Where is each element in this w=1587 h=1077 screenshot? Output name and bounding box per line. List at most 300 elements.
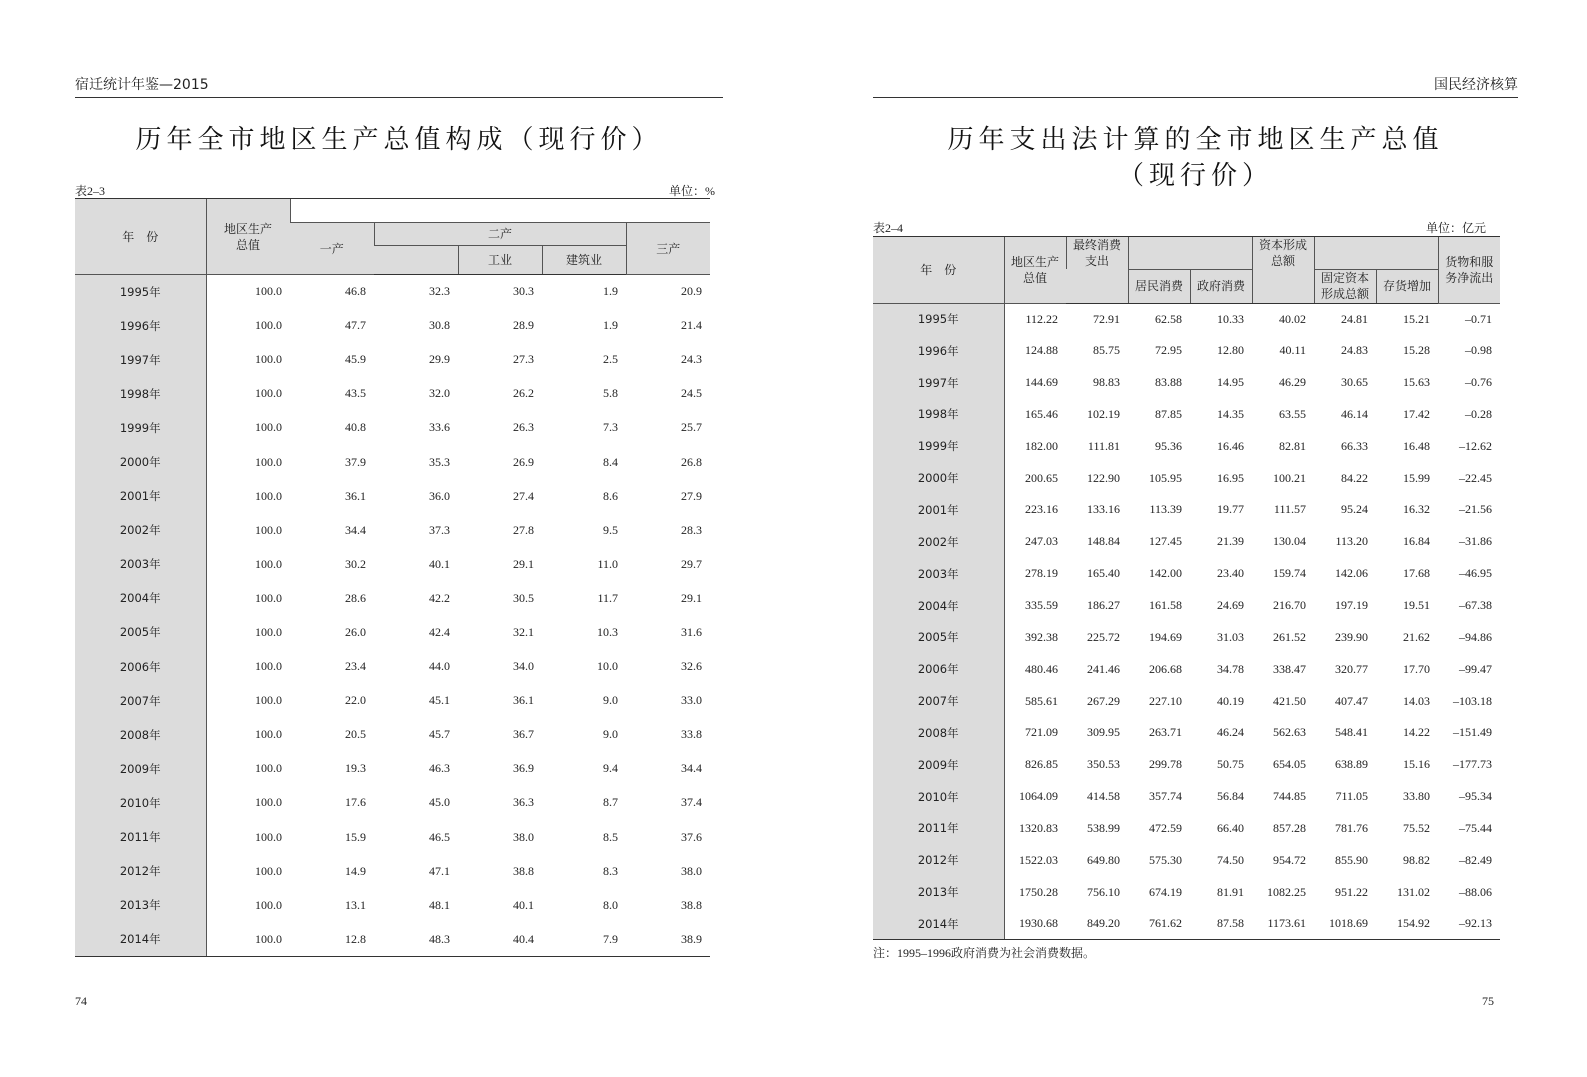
table-row [75,752,710,786]
value-cell: 2.5 [603,352,618,367]
value-cell: 17.68 [1403,566,1430,581]
table-row [75,786,710,820]
value-cell: 575.30 [1149,852,1182,867]
value-cell: 350.53 [1087,757,1120,772]
yearbook-title: 宿迁统计年鉴—2015 [75,77,209,93]
value-cell: 32.0 [429,386,450,401]
table-row [75,411,710,445]
value-cell: 100.0 [255,488,282,503]
year-cell: 2010年 [75,786,206,820]
value-cell: 42.4 [429,624,450,639]
year-cell: 1997年 [75,343,206,377]
col-header-household: 居民消费 [1128,269,1190,303]
value-cell: 95.36 [1155,438,1182,453]
running-header [75,73,723,98]
value-cell: 11.7 [597,590,618,605]
year-cell: 2004年 [873,590,1004,622]
value-cell: 40.02 [1279,311,1306,326]
table-row [873,621,1500,653]
value-cell: 335.59 [1025,598,1058,613]
value-cell: 320.77 [1335,661,1368,676]
value-cell: 40.8 [345,420,366,435]
value-cell: 32.6 [681,659,703,674]
year-cell: 2011年 [873,813,1004,845]
value-cell: 48.1 [429,897,450,912]
year-cell: 2010年 [873,781,1004,813]
value-cell: 721.09 [1025,725,1058,740]
value-cell: 40.4 [458,922,542,956]
value-cell: 100.0 [255,386,282,401]
value-cell: 46.29 [1279,375,1306,390]
value-cell: 857.28 [1273,820,1306,835]
value-cell: 82.81 [1279,438,1306,453]
col-header-capital-formation-total [1252,269,1314,303]
value-cell: 36.9 [513,761,534,776]
table-row [873,590,1500,622]
value-cell: 36.0 [429,488,450,503]
value-cell: 33.80 [1403,789,1430,804]
value-cell: –82.49 [1459,852,1492,867]
table-row [75,581,710,615]
value-cell: 40.1 [429,556,450,571]
value-cell: –31.86 [1459,534,1492,549]
value-cell: 100.0 [255,284,282,299]
value-cell: 34.4 [345,522,366,537]
value-cell: 20.5 [345,727,366,742]
value-cell: 31.03 [1217,629,1244,644]
value-cell: 261.52 [1273,629,1306,644]
table-row [873,399,1500,431]
year-cell: 2013年 [75,888,206,922]
value-cell: 24.81 [1341,311,1368,326]
value-cell: 1320.83 [1019,820,1058,835]
year-cell: 2009年 [873,749,1004,781]
value-cell: 241.46 [1087,661,1120,676]
year-cell: 2003年 [873,558,1004,590]
value-cell: 32.3 [429,284,450,299]
value-cell: 38.9 [626,922,710,956]
value-cell: –0.28 [1465,406,1492,421]
value-cell: 849.20 [1066,908,1128,940]
year-cell: 2012年 [75,854,206,888]
page-title-line1: 历年支出法计算的全市地区生产总值 [947,125,1444,155]
table-row [873,717,1500,749]
table-row [873,558,1500,590]
value-cell: 309.95 [1087,725,1120,740]
value-cell: 100.0 [255,522,282,537]
year-cell: 1996年 [75,309,206,343]
value-cell: 30.8 [429,318,450,333]
year-cell: 2000年 [873,462,1004,494]
value-cell: 216.70 [1273,598,1306,613]
year-cell: 1999年 [873,430,1004,462]
table-row [75,854,710,888]
value-cell: 28.9 [513,318,534,333]
value-cell: 29.9 [429,352,450,367]
value-cell: 16.84 [1403,534,1430,549]
value-cell: 98.82 [1403,852,1430,867]
value-cell: 338.47 [1273,661,1306,676]
value-cell: 38.8 [681,897,703,912]
value-cell: 15.99 [1403,470,1430,485]
value-cell: 122.90 [1087,470,1120,485]
value-cell: 1930.68 [1004,908,1066,940]
value-cell: 29.1 [681,590,703,605]
value-cell: 197.19 [1335,598,1368,613]
table-row [75,684,710,718]
table-unit: 单位：% [669,184,715,198]
year-cell: 2002年 [873,526,1004,558]
value-cell: 66.40 [1217,820,1244,835]
value-cell: 62.58 [1155,311,1182,326]
table-row [873,335,1500,367]
year-cell: 2001年 [75,479,206,513]
table-row [75,820,710,854]
value-cell: 194.69 [1149,629,1182,644]
table-row [873,749,1500,781]
value-cell: –12.62 [1459,438,1492,453]
value-cell: 26.2 [513,386,534,401]
value-cell: 105.95 [1149,470,1182,485]
year-cell: 2006年 [75,650,206,684]
value-cell: 421.50 [1273,693,1306,708]
value-cell: –103.18 [1453,693,1492,708]
value-cell: 32.1 [513,624,534,639]
value-cell: 14.22 [1403,725,1430,740]
value-cell: 100.0 [255,624,282,639]
table-row [75,343,710,377]
value-cell: 756.10 [1087,884,1120,899]
value-cell: 27.8 [513,522,534,537]
value-cell: 826.85 [1025,757,1058,772]
value-cell: –67.38 [1459,598,1492,613]
year-cell: 2004年 [75,581,206,615]
value-cell: 44.0 [429,659,450,674]
value-cell: 21.4 [681,318,703,333]
value-cell: 15.21 [1403,311,1430,326]
value-cell: 38.0 [681,863,703,878]
value-cell: 36.7 [513,727,534,742]
value-cell: 23.40 [1217,566,1244,581]
table-number: 表2–4 [873,221,904,235]
value-cell: 9.5 [603,522,618,537]
value-cell: 19.51 [1403,598,1430,613]
value-cell: 72.91 [1093,311,1120,326]
year-cell: 2013年 [873,876,1004,908]
year-cell: 2008年 [75,718,206,752]
value-cell: 36.1 [345,488,366,503]
value-cell: 17.6 [345,795,366,810]
value-cell: 161.58 [1149,598,1182,613]
year-cell: 2005年 [75,615,206,649]
value-cell: 9.0 [603,693,618,708]
value-cell: 45.0 [429,795,450,810]
value-cell: 1018.69 [1314,908,1376,940]
value-cell: 1.9 [603,318,618,333]
table-row [75,445,710,479]
value-cell: 112.22 [1025,311,1058,326]
year-cell: 1998年 [873,399,1004,431]
value-cell: 46.3 [429,761,450,776]
value-cell: 131.02 [1397,884,1430,899]
value-cell: 562.63 [1273,725,1306,740]
col-header-construction: 建筑业 [542,246,626,275]
table-row [873,462,1500,494]
value-cell: 148.84 [1087,534,1120,549]
value-cell: 30.3 [513,284,534,299]
table-unit: 单位：亿元 [1425,221,1486,235]
col-header-net-exports: 货物和服务净流出 [1438,237,1500,304]
value-cell: 37.9 [345,454,366,469]
value-cell: 10.3 [597,624,618,639]
year-cell: 2000年 [75,445,206,479]
page-number: 75 [1482,994,1494,1008]
value-cell: 16.32 [1403,502,1430,517]
table-row [75,513,710,547]
year-cell: 1997年 [873,367,1004,399]
chapter-title: 国民经济核算 [1434,77,1518,93]
value-cell: 649.80 [1087,852,1120,867]
value-cell: 46.14 [1341,406,1368,421]
value-cell: 83.88 [1155,375,1182,390]
value-cell: –75.44 [1459,820,1492,835]
value-cell: 200.65 [1025,470,1058,485]
value-cell: 47.1 [429,863,450,878]
value-cell: 414.58 [1087,789,1120,804]
table-row [873,430,1500,462]
value-cell: –99.47 [1459,661,1492,676]
value-cell: 23.4 [345,659,366,674]
value-cell: 15.28 [1403,343,1430,358]
value-cell: 127.45 [1149,534,1182,549]
value-cell: 100.0 [255,318,282,333]
value-cell: 72.95 [1155,343,1182,358]
value-cell: 744.85 [1273,789,1306,804]
value-cell: 8.0 [603,897,618,912]
value-cell: –151.49 [1453,725,1492,740]
value-cell: 30.2 [345,556,366,571]
value-cell: 38.8 [513,863,534,878]
table-row [873,367,1500,399]
value-cell: 87.58 [1190,908,1252,940]
value-cell: 299.78 [1149,757,1182,772]
value-cell: 30.5 [513,590,534,605]
value-cell: 12.8 [290,922,374,956]
value-cell: 392.38 [1025,629,1058,644]
value-cell: 16.46 [1217,438,1244,453]
col-header-gdp: 地区生产总值 [1004,237,1066,304]
table-row [75,888,710,922]
page-title-line2: （现行价） [1117,161,1273,191]
table-row [75,479,710,513]
value-cell: –177.73 [1453,757,1492,772]
header-spacer-capital [1314,237,1438,270]
col-header-final-consumption-total [1066,269,1128,303]
value-cell: 34.0 [513,659,534,674]
year-cell: 2011年 [75,820,206,854]
col-header-secondary-total [374,246,458,275]
table-row [75,377,710,411]
value-cell: 27.4 [513,488,534,503]
col-header-inventory: 存货增加 [1376,269,1438,303]
year-cell: 1998年 [75,377,206,411]
value-cell: 14.9 [345,863,366,878]
value-cell: 19.77 [1217,502,1244,517]
value-cell: 781.76 [1335,820,1368,835]
year-cell: 2002年 [75,513,206,547]
value-cell: 56.84 [1217,789,1244,804]
table-footnote: 注：1995–1996政府消费为社会消费数据。 [873,946,1096,960]
year-cell: 2014年 [75,922,206,956]
value-cell: 34.4 [681,761,703,776]
year-cell: 2005年 [873,621,1004,653]
value-cell: 14.35 [1217,406,1244,421]
value-cell: 654.05 [1273,757,1306,772]
value-cell: 100.0 [255,352,282,367]
gdp-composition-table [75,198,710,957]
value-cell: 182.00 [1025,438,1058,453]
value-cell: 17.70 [1403,661,1430,676]
value-cell: 33.6 [429,420,450,435]
value-cell: 75.52 [1403,820,1430,835]
col-header-year: 年 份 [873,237,1004,304]
year-cell: 1999年 [75,411,206,445]
value-cell: 22.0 [345,693,366,708]
value-cell: 21.39 [1217,534,1244,549]
value-cell: 100.0 [255,897,282,912]
value-cell: 30.65 [1341,375,1368,390]
value-cell: 63.55 [1279,406,1306,421]
value-cell: 13.1 [345,897,366,912]
value-cell: 100.0 [255,693,282,708]
value-cell: 8.4 [603,454,618,469]
value-cell: 142.06 [1335,566,1368,581]
value-cell: 45.7 [429,727,450,742]
year-cell: 2008年 [873,717,1004,749]
value-cell: 538.99 [1087,820,1120,835]
col-header-capital-formation: 资本形成总额 [1252,237,1314,270]
value-cell: 761.62 [1128,908,1190,940]
table-row [873,303,1500,335]
year-cell: 1995年 [873,303,1004,335]
value-cell: 7.9 [542,922,626,956]
value-cell: 37.4 [681,795,703,810]
value-cell: 16.95 [1217,470,1244,485]
value-cell: 31.6 [681,624,703,639]
year-cell: 2009年 [75,752,206,786]
value-cell: 45.1 [429,693,450,708]
value-cell: 585.61 [1025,693,1058,708]
value-cell: 33.8 [681,727,703,742]
value-cell: 14.95 [1217,375,1244,390]
value-cell: 40.11 [1279,343,1306,358]
table-row [873,685,1500,717]
table-row [75,718,710,752]
value-cell: 28.3 [681,522,703,537]
year-cell: 2014年 [873,908,1004,940]
value-cell: 24.5 [681,386,703,401]
value-cell: 19.3 [345,761,366,776]
value-cell: 35.3 [429,454,450,469]
col-header-government: 政府消费 [1190,269,1252,303]
value-cell: 40.19 [1217,693,1244,708]
value-cell: 45.9 [345,352,366,367]
value-cell: –0.71 [1465,311,1492,326]
value-cell: 111.57 [1273,502,1306,517]
value-cell: –92.13 [1438,908,1500,940]
value-cell: 7.3 [603,420,618,435]
table-row [873,876,1500,908]
value-cell: 38.0 [513,829,534,844]
value-cell: 29.7 [681,556,703,571]
value-cell: 14.03 [1403,693,1430,708]
year-cell: 2007年 [873,685,1004,717]
value-cell: 154.92 [1376,908,1438,940]
value-cell: 223.16 [1025,502,1058,517]
value-cell: 100.0 [255,829,282,844]
value-cell: 37.6 [681,829,703,844]
value-cell: 20.9 [681,284,703,299]
value-cell: 1173.61 [1252,908,1314,940]
value-cell: 28.6 [345,590,366,605]
year-cell: 1996年 [873,335,1004,367]
value-cell: 24.3 [681,352,703,367]
value-cell: 1750.28 [1019,884,1058,899]
value-cell: 84.22 [1341,470,1368,485]
value-cell: 26.3 [513,420,534,435]
value-cell: 472.59 [1149,820,1182,835]
value-cell: 206.68 [1149,661,1182,676]
value-cell: 1064.09 [1019,789,1058,804]
running-header [873,73,1518,98]
value-cell: 130.04 [1273,534,1306,549]
value-cell: 674.19 [1149,884,1182,899]
value-cell: 357.74 [1149,789,1182,804]
table-row [873,653,1500,685]
value-cell: 100.0 [255,863,282,878]
value-cell: 113.20 [1335,534,1368,549]
value-cell: 407.47 [1335,693,1368,708]
value-cell: 40.1 [513,897,534,912]
value-cell: 21.62 [1403,629,1430,644]
table-row [873,813,1500,845]
value-cell: 26.8 [681,454,703,469]
year-cell: 1995年 [75,275,206,309]
value-cell: 165.46 [1025,406,1058,421]
table-number: 表2–3 [75,184,106,198]
value-cell: 1082.25 [1267,884,1306,899]
table-row [75,547,710,581]
table-row [873,526,1500,558]
value-cell: 29.1 [513,556,534,571]
value-cell: 227.10 [1149,693,1182,708]
value-cell: 24.69 [1217,598,1244,613]
value-cell: 42.2 [429,590,450,605]
value-cell: 100.0 [255,590,282,605]
col-header-primary: 一产 [290,223,374,275]
value-cell: 66.33 [1341,438,1368,453]
value-cell: 133.16 [1087,502,1120,517]
value-cell: 100.0 [255,727,282,742]
value-cell: 26.0 [345,624,366,639]
col-header-fixed-capital: 固定资本形成总额 [1314,269,1376,303]
value-cell: 95.24 [1341,502,1368,517]
value-cell: 9.0 [603,727,618,742]
year-cell: 2012年 [873,844,1004,876]
value-cell: 100.0 [255,556,282,571]
value-cell: 8.5 [603,829,618,844]
value-cell: 98.83 [1093,375,1120,390]
